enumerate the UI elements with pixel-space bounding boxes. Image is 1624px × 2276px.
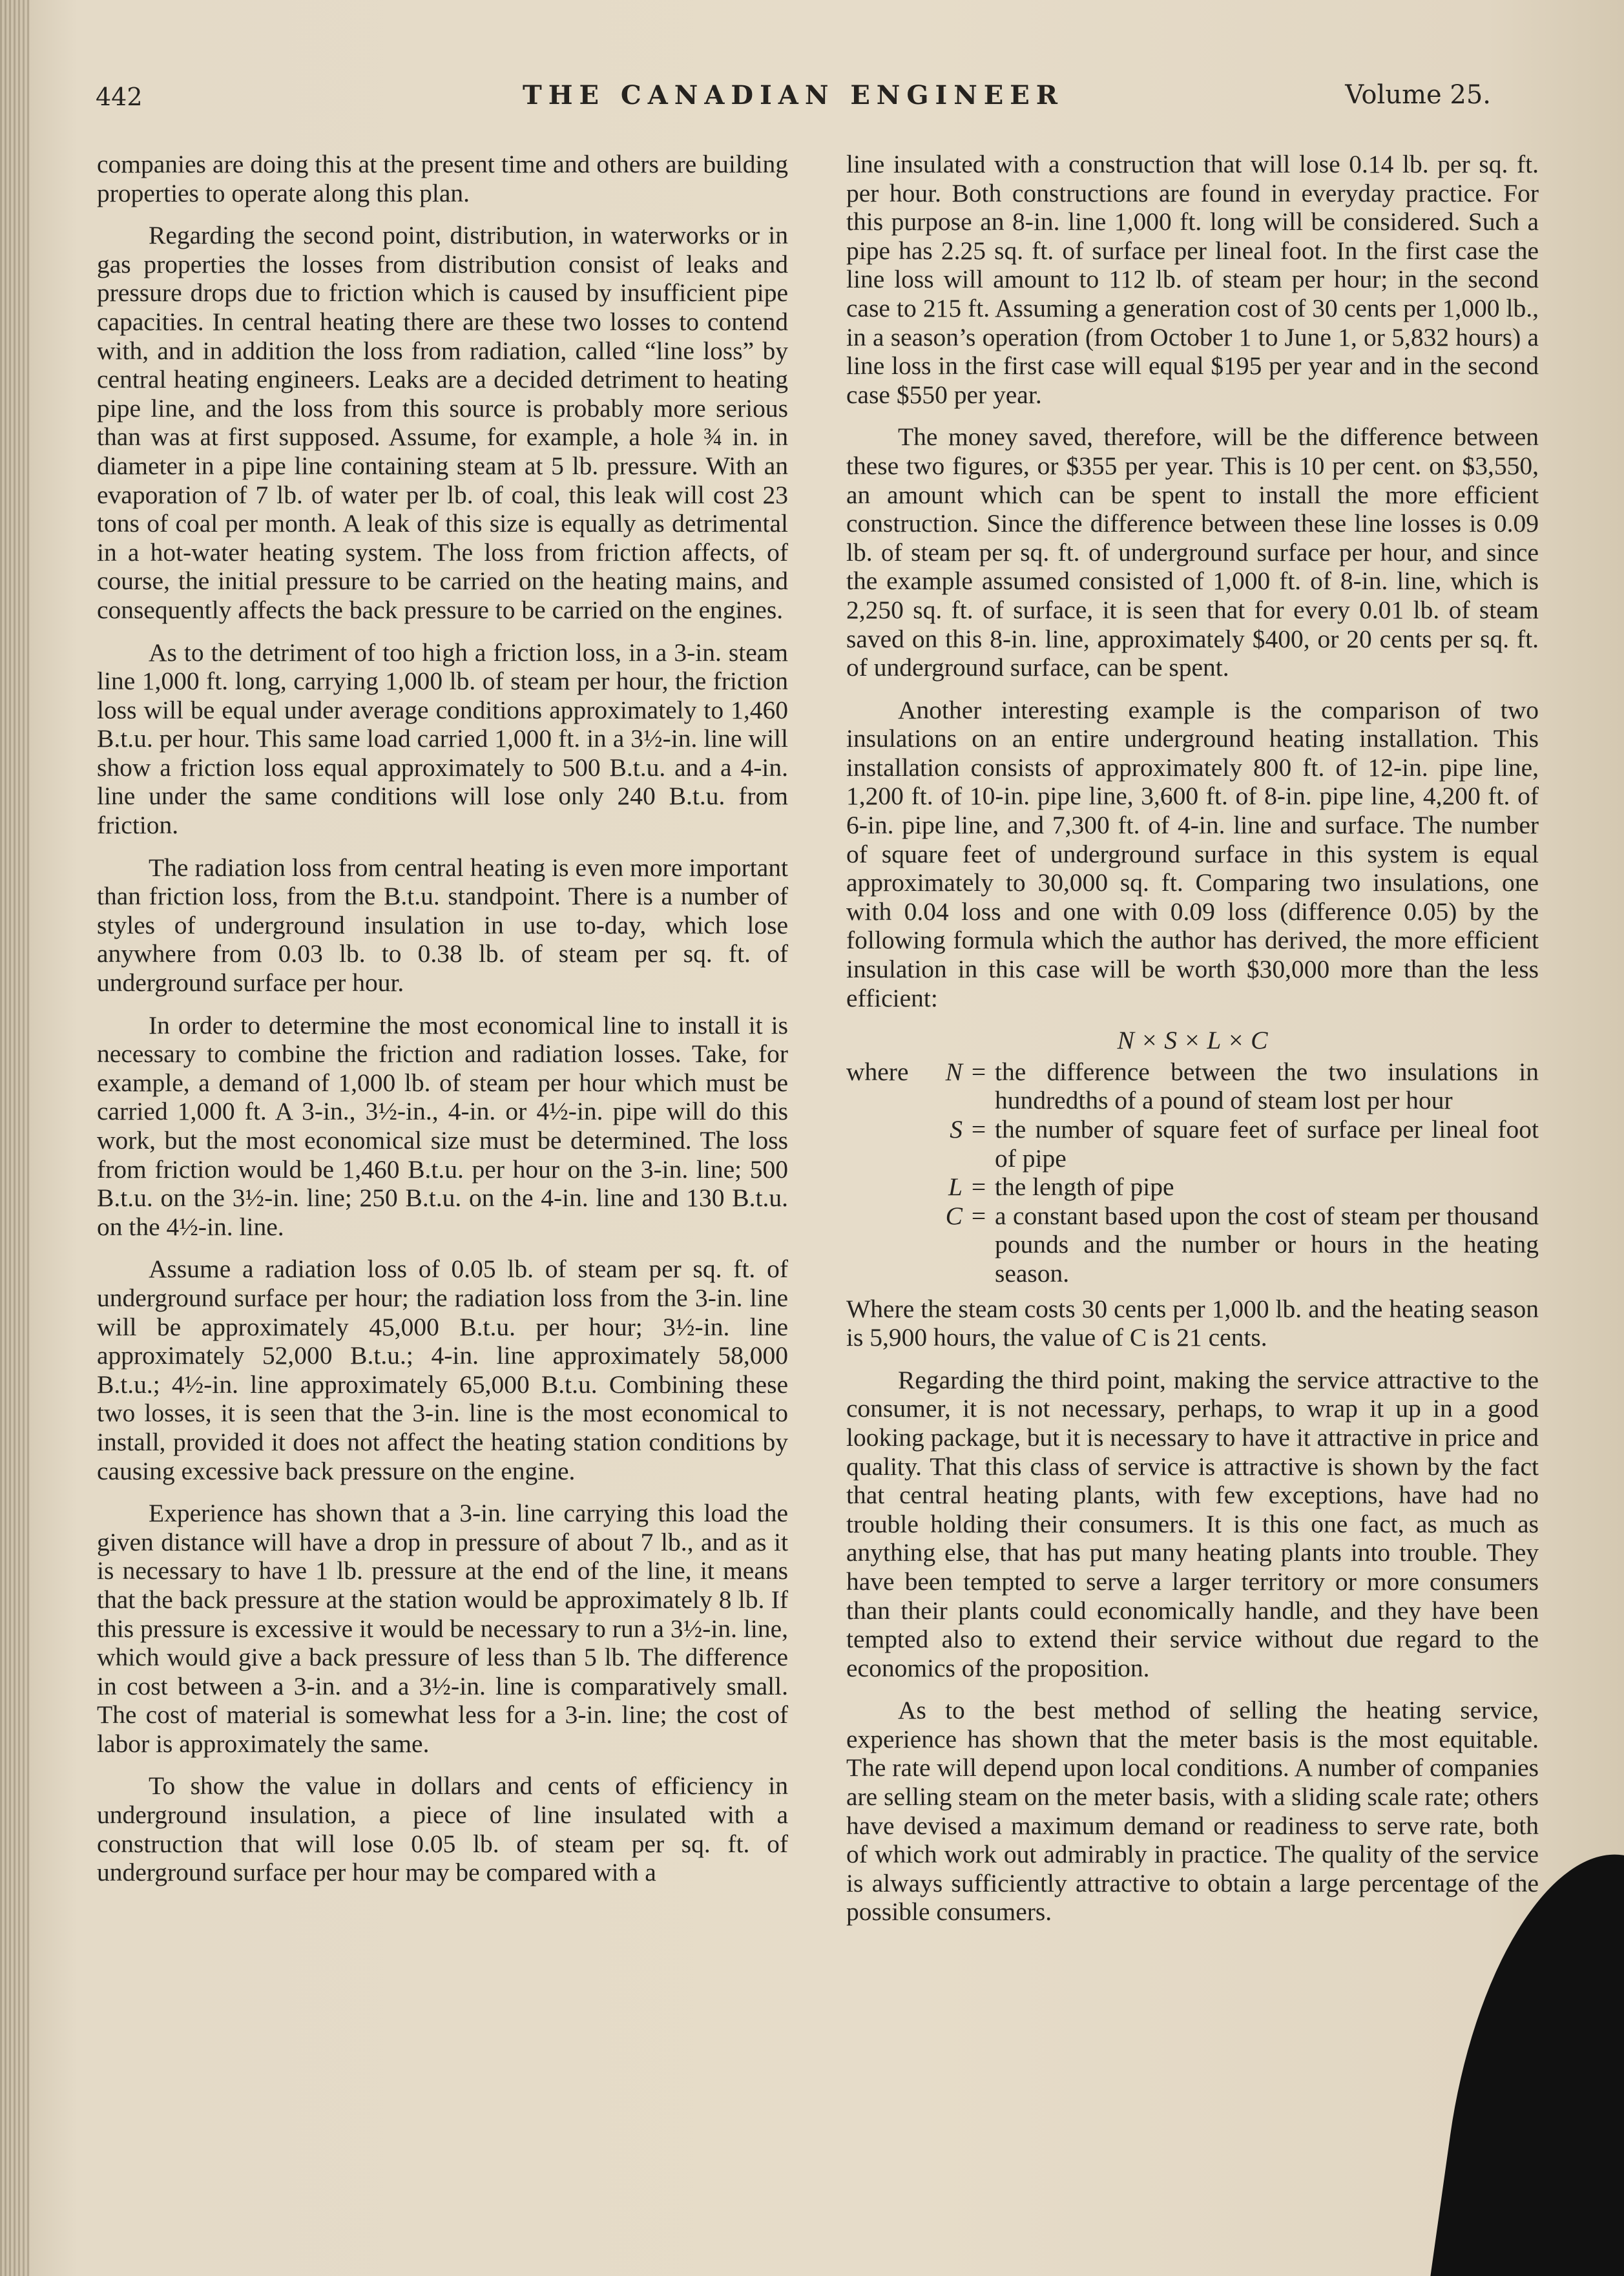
page-binding-edge bbox=[0, 0, 30, 2276]
page-number: 442 bbox=[96, 83, 143, 111]
running-header bbox=[96, 76, 1491, 121]
paragraph: Another interesting example is the comparison of two insulations on an entire underground heating installation. This installation consists of approximately 800 ft. of 12-in. pipe line, 1,200 ft. of 10-in. pipe line, 3,600 ft. of 8-in. pipe line, 4,200 ft. of 6-in. pipe line, and 7,300 ft. of 4-in. line and surface. The number of square feet of underground surface in this system is equal approximately to 30,000 sq. ft. Comparing two insulations, one with 0.04 loss and one with 0.09 loss (difference 0.05) by the following formula which the author has derived, the more efficient insulation in this case will be worth $30,000 more than the less efficient: bbox=[846, 695, 1539, 1012]
paragraph: Regarding the second point, distribution, in waterworks or in gas properties the losses from distribution consist of leaks and pressure drops due to friction which is caused by insufficient pipe capacities. In central heating there are these two losses to contend with, and in addition the loss from radiation, called “line loss” by central heating engineers. Leaks are a decided detriment to heating pipe line, and the loss from this source is probably more serious than was at first supposed. Assume, for example, a hole ¾ in. in diameter in a pipe line containing steam at 5 lb. pressure. With an evaporation of 7 lb. of water per lb. of coal, this leak will cost 23 tons of coal per month. A leak of this size is equally as detrimental in a hot-water heating system. The loss from friction affects, of course, the initial pressure to be carried on the heating mains, and consequently affects the back pressure to be carried on the engines. bbox=[97, 221, 788, 624]
right-column bbox=[846, 150, 1539, 1940]
definition-text: the difference between the two insulations in hundredths of a pound of steam lost per hour bbox=[995, 1057, 1539, 1115]
paragraph: As to the detriment of too high a friction loss, in a 3-in. steam line 1,000 ft. long, carrying 1,000 lb. of steam per hour, the friction loss will be equal under average conditions approximately to 1,460 B.t.u. per hour. This same load carried 1,000 ft. in a 3½-in. line will show a friction loss equal approximately to 500 B.t.u. and a 4-in. line under the same conditions will lose only 240 B.t.u. from friction. bbox=[97, 638, 788, 840]
definition-equals: = bbox=[971, 1173, 986, 1202]
definition-symbol: C bbox=[945, 1201, 963, 1230]
paragraph: companies are doing this at the present time and others are building properties to operate along this plan. bbox=[97, 150, 788, 207]
definition-symbol: N bbox=[945, 1057, 963, 1086]
definition-row bbox=[846, 1173, 1539, 1202]
left-column bbox=[97, 150, 788, 1901]
paragraph: As to the best method of selling the heating service, experience has shown that the meter basis is the most equitable. The rate will depend upon local conditions. A number of companies are selling steam on the meter basis, with a sliding scale rate; others have devised a maximum demand or readiness to serve rate, both of which work out admirably in practice. The quality of the service is always sufficiently attractive to obtain a large percentage of the possible consumers. bbox=[846, 1696, 1539, 1926]
formula: N × S × L × C bbox=[1117, 1026, 1268, 1055]
definition-row bbox=[846, 1058, 1539, 1115]
definition-equals: = bbox=[971, 1057, 986, 1086]
definition-row bbox=[846, 1115, 1539, 1173]
paragraph: In order to determine the most economical line to install it is necessary to combine the friction and radiation losses. Take, for example, a demand of 1,000 lb. of steam per hour which must be carried 1,000 ft. A 3-in., 3½-in., 4-in. or 4½-in. pipe will do this work, but the most economical size must be determined. The loss from friction would be 1,460 B.t.u. per hour on the 3-in. line; 500 B.t.u. on the 3½-in. line; 250 B.t.u. on the 4-in. line and 130 B.t.u. on the 4½-in. line. bbox=[97, 1010, 788, 1241]
paragraph: Assume a radiation loss of 0.05 lb. of steam per sq. ft. of underground surface per hour; the radiation loss from the 3-in. line will be approximately 45,000 B.t.u. per hour; 3½-in. line approximately 52,000 B.t.u.; 4-in. line approximately 58,000 B.t.u.; 4½-in. line approximately 65,000 B.t.u. Combining these two losses, it is seen that the 3-in. line is the most economical to install, provided it does not affect the heating station conditions by causing excessive back pressure on the engine. bbox=[97, 1255, 788, 1485]
definition-equals: = bbox=[971, 1201, 986, 1230]
journal-title: THE CANADIAN ENGINEER bbox=[522, 80, 1065, 110]
definition-symbol: L bbox=[948, 1173, 963, 1202]
formula-definitions bbox=[846, 1058, 1539, 1288]
paragraph: The money saved, therefore, will be the difference between these two figures, or $355 per year. This is 10 per cent. on $3,550, an amount which can be spent to install the more efficient construction. Since the difference between these line losses is 0.09 lb. of steam per sq. ft. of underground surface per hour, and since the example assumed consisted of 1,000 ft. of 8-in. line, which is 2,250 sq. ft. of surface, it is seen that for every 0.01 lb. of steam saved on this 8-in. line, approximately $400, or 20 cents per sq. ft. of underground surface, can be spent. bbox=[846, 423, 1539, 682]
paragraph: To show the value in dollars and cents of efficiency in underground insulation, a piece of line insulated with a construction that will lose 0.05 lb. of steam per sq. ft. of underground surface per hour may be compared with a bbox=[97, 1771, 788, 1887]
paragraph: Experience has shown that a 3-in. line carrying this load the given distance will have a drop in pressure of about 7 lb., and as it is necessary to have 1 lb. pressure at the end of the line, it means that the back pressure at the station would be approximately 8 lb. If this pressure is excessive it would be necessary to run a 3½-in. line, which would give a back pressure of less than 5 lb. The difference in cost between a 3-in. and a 3½-in. line is comparatively small. The cost of material is somewhat less for a 3-in. line; the cost of labor is approximately the same. bbox=[97, 1499, 788, 1758]
definition-row bbox=[846, 1202, 1539, 1288]
definition-text: a constant based upon the cost of steam per thousand pounds and the number or hours in the heating season. bbox=[995, 1201, 1539, 1288]
volume-label: Volume 25. bbox=[1345, 80, 1491, 110]
definition-equals: = bbox=[971, 1115, 986, 1143]
definition-text: the number of square feet of surface per lineal foot of pipe bbox=[995, 1115, 1539, 1173]
paragraph: The radiation loss from central heating is even more important than friction loss, from the B.t.u. standpoint. There is a number of styles of underground insulation in use to-day, which lose anywhere from 0.03 lb. to 0.38 lb. of steam per sq. ft. of underground surface per hour. bbox=[97, 853, 788, 997]
paragraph: Where the steam costs 30 cents per 1,000 lb. and the heating season is 5,900 hours, the value of C is 21 cents. bbox=[846, 1294, 1539, 1352]
paragraph: Regarding the third point, making the service attractive to the consumer, it is not necessary, perhaps, to wrap it up in a good looking package, but it is necessary to have it attractive in price and quality. That this class of service is attractive is shown by the fact that central heating plants, with few exceptions, have had no trouble holding their consumers. It is this one fact, as much as anything else, that has put many heating plants into trouble. They have been tempted to serve a larger territory or more consumers than their plants could economically handle, and they have been tempted also to extend their service without due regard to the economics of the proposition. bbox=[846, 1365, 1539, 1682]
definition-text: the length of pipe bbox=[995, 1173, 1174, 1202]
definition-symbol: S bbox=[950, 1115, 963, 1143]
where-label: where bbox=[846, 1057, 909, 1086]
paragraph: line insulated with a construction that will lose 0.14 lb. per sq. ft. per hour. Both constructions are found in everyday practice. For this purpose an 8-in. line 1,000 ft. long will be considered. Such a pipe has 2.25 sq. ft. of surface per lineal foot. In the first case the line loss will amount to 112 lb. of steam per hour; in the second case to 215 ft. Assuming a generation cost of 30 cents per 1,000 lb., in a season’s operation (from October 1 to June 1, or 5,832 hours) a line loss in the first case will equal $195 per year and in the second case $550 per year. bbox=[846, 150, 1539, 409]
